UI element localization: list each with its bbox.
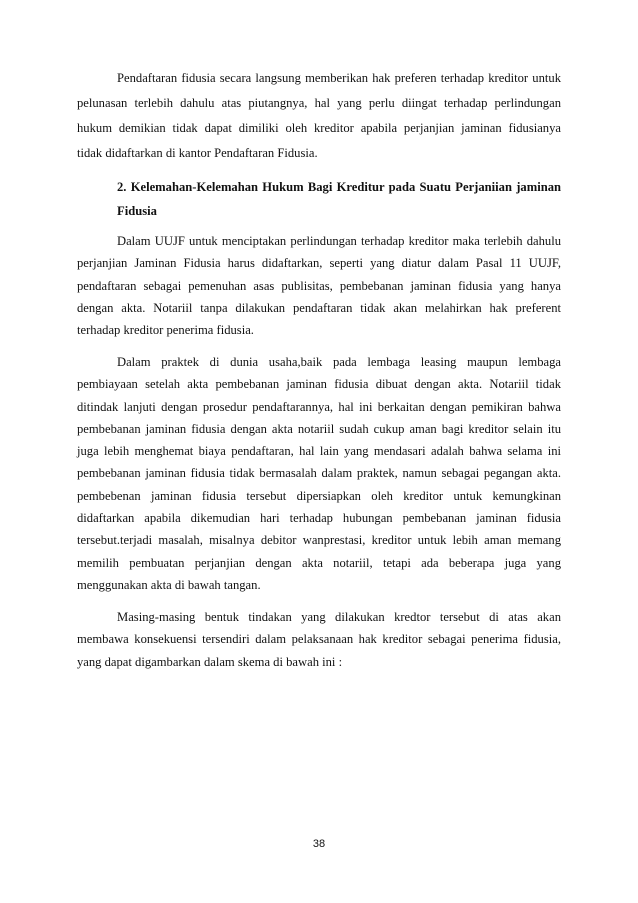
paragraph-line: didaftarkan apabila dikemudian hari terhadap hubungan pembebanan jaminan fidusia (77, 511, 561, 526)
paragraph-line: Masing-masing bentuk tindakan yang dilakukan kredtor tersebut di atas akan (117, 610, 561, 624)
section-heading-line: Fidusia (117, 204, 157, 218)
page-number: 38 (312, 838, 326, 850)
paragraph-line: membawa konsekuensi tersendiri dalam pelaksanaan hak kreditor sebagai penerima fidusia, (77, 632, 561, 647)
intro-paragraph (77, 66, 561, 166)
section-heading (117, 175, 561, 223)
body-paragraph-1 (77, 230, 561, 341)
paragraph-line: juga lebih menghemat biaya pendaftaran, hal lain yang mendasari adalah bahwa selama ini (77, 444, 561, 459)
paragraph-line: pembebanan jaminan fidusia tidak bermasalah dalam praktek, namun sebagai pegangan akta. (77, 466, 561, 481)
paragraph-line: hukum demikian tidak dapat dimiliki oleh kreditor apabila perjanjian jaminan fidusianya (77, 121, 561, 135)
paragraph-line: yang dapat digambarkan dalam skema di bawah ini : (77, 654, 343, 669)
body-paragraph-3 (77, 606, 561, 673)
paragraph-line: pembebanan jaminan fidusia dengan akta notariil sudah cukup aman bagi kreditor selain itu (77, 421, 561, 436)
paragraph-line: perjanjian Jaminan Fidusia harus didaftarkan, seperti yang diatur dalam Pasal 11 UUJF, (77, 256, 561, 271)
paragraph-line: tersebut.terjadi masalah, misalnya debitor wanprestasi, kreditor untuk lebih aman memang (77, 533, 561, 548)
section-heading-line: 2. Kelemahan-Kelemahan Hukum Bagi Kreditur pada Suatu Perjaniian jaminan (117, 180, 561, 194)
paragraph-line: Dalam UUJF untuk menciptakan perlindungan terhadap kreditor maka terlebih dahulu (117, 234, 561, 248)
paragraph-line: pelunasan terlebih dahulu atas piutangnya, hal yang perlu diingat terhadap perlindungan (77, 96, 561, 110)
paragraph-line: ditindak lanjuti dengan prosedur pendaftarannya, hal ini berkaitan dengan pemikiran bahwa (77, 399, 561, 414)
paragraph-line: Dalam praktek di dunia usaha,baik pada lembaga leasing maupun lembaga (117, 355, 561, 369)
paragraph-line: pembebenan jaminan fidusia tersebut dipersiapkan oleh kreditor untuk kemungkinan (77, 488, 561, 503)
paragraph-line: pembiayaan setelah akta pembebanan jaminan fidusia dibuat dengan akta. Notariil tidak (77, 377, 561, 392)
paragraph-line: terhadap kreditor penerima fidusia. (77, 323, 254, 338)
paragraph-line: tidak didaftarkan di kantor Pendaftaran Fidusia. (77, 146, 318, 160)
paragraph-line: pendaftaran sebagai pemenuhan asas publisitas, pembebanan jaminan fidusia yang hanya (77, 278, 561, 293)
paragraph-line: Pendaftaran fidusia secara langsung memberikan hak preferen terhadap kreditor untuk (117, 71, 561, 85)
paragraph-line: dengan akta. Notariil tanpa dilakukan pendaftaran tidak akan melahirkan hak preferent (77, 300, 561, 315)
paragraph-line: menggunakan akta di bawah tangan. (77, 577, 261, 592)
body-paragraph-2 (77, 351, 561, 596)
paragraph-line: memilih pembuatan perjanjian dengan akta notariil, tetapi ada beberapa juga yang (77, 555, 561, 570)
